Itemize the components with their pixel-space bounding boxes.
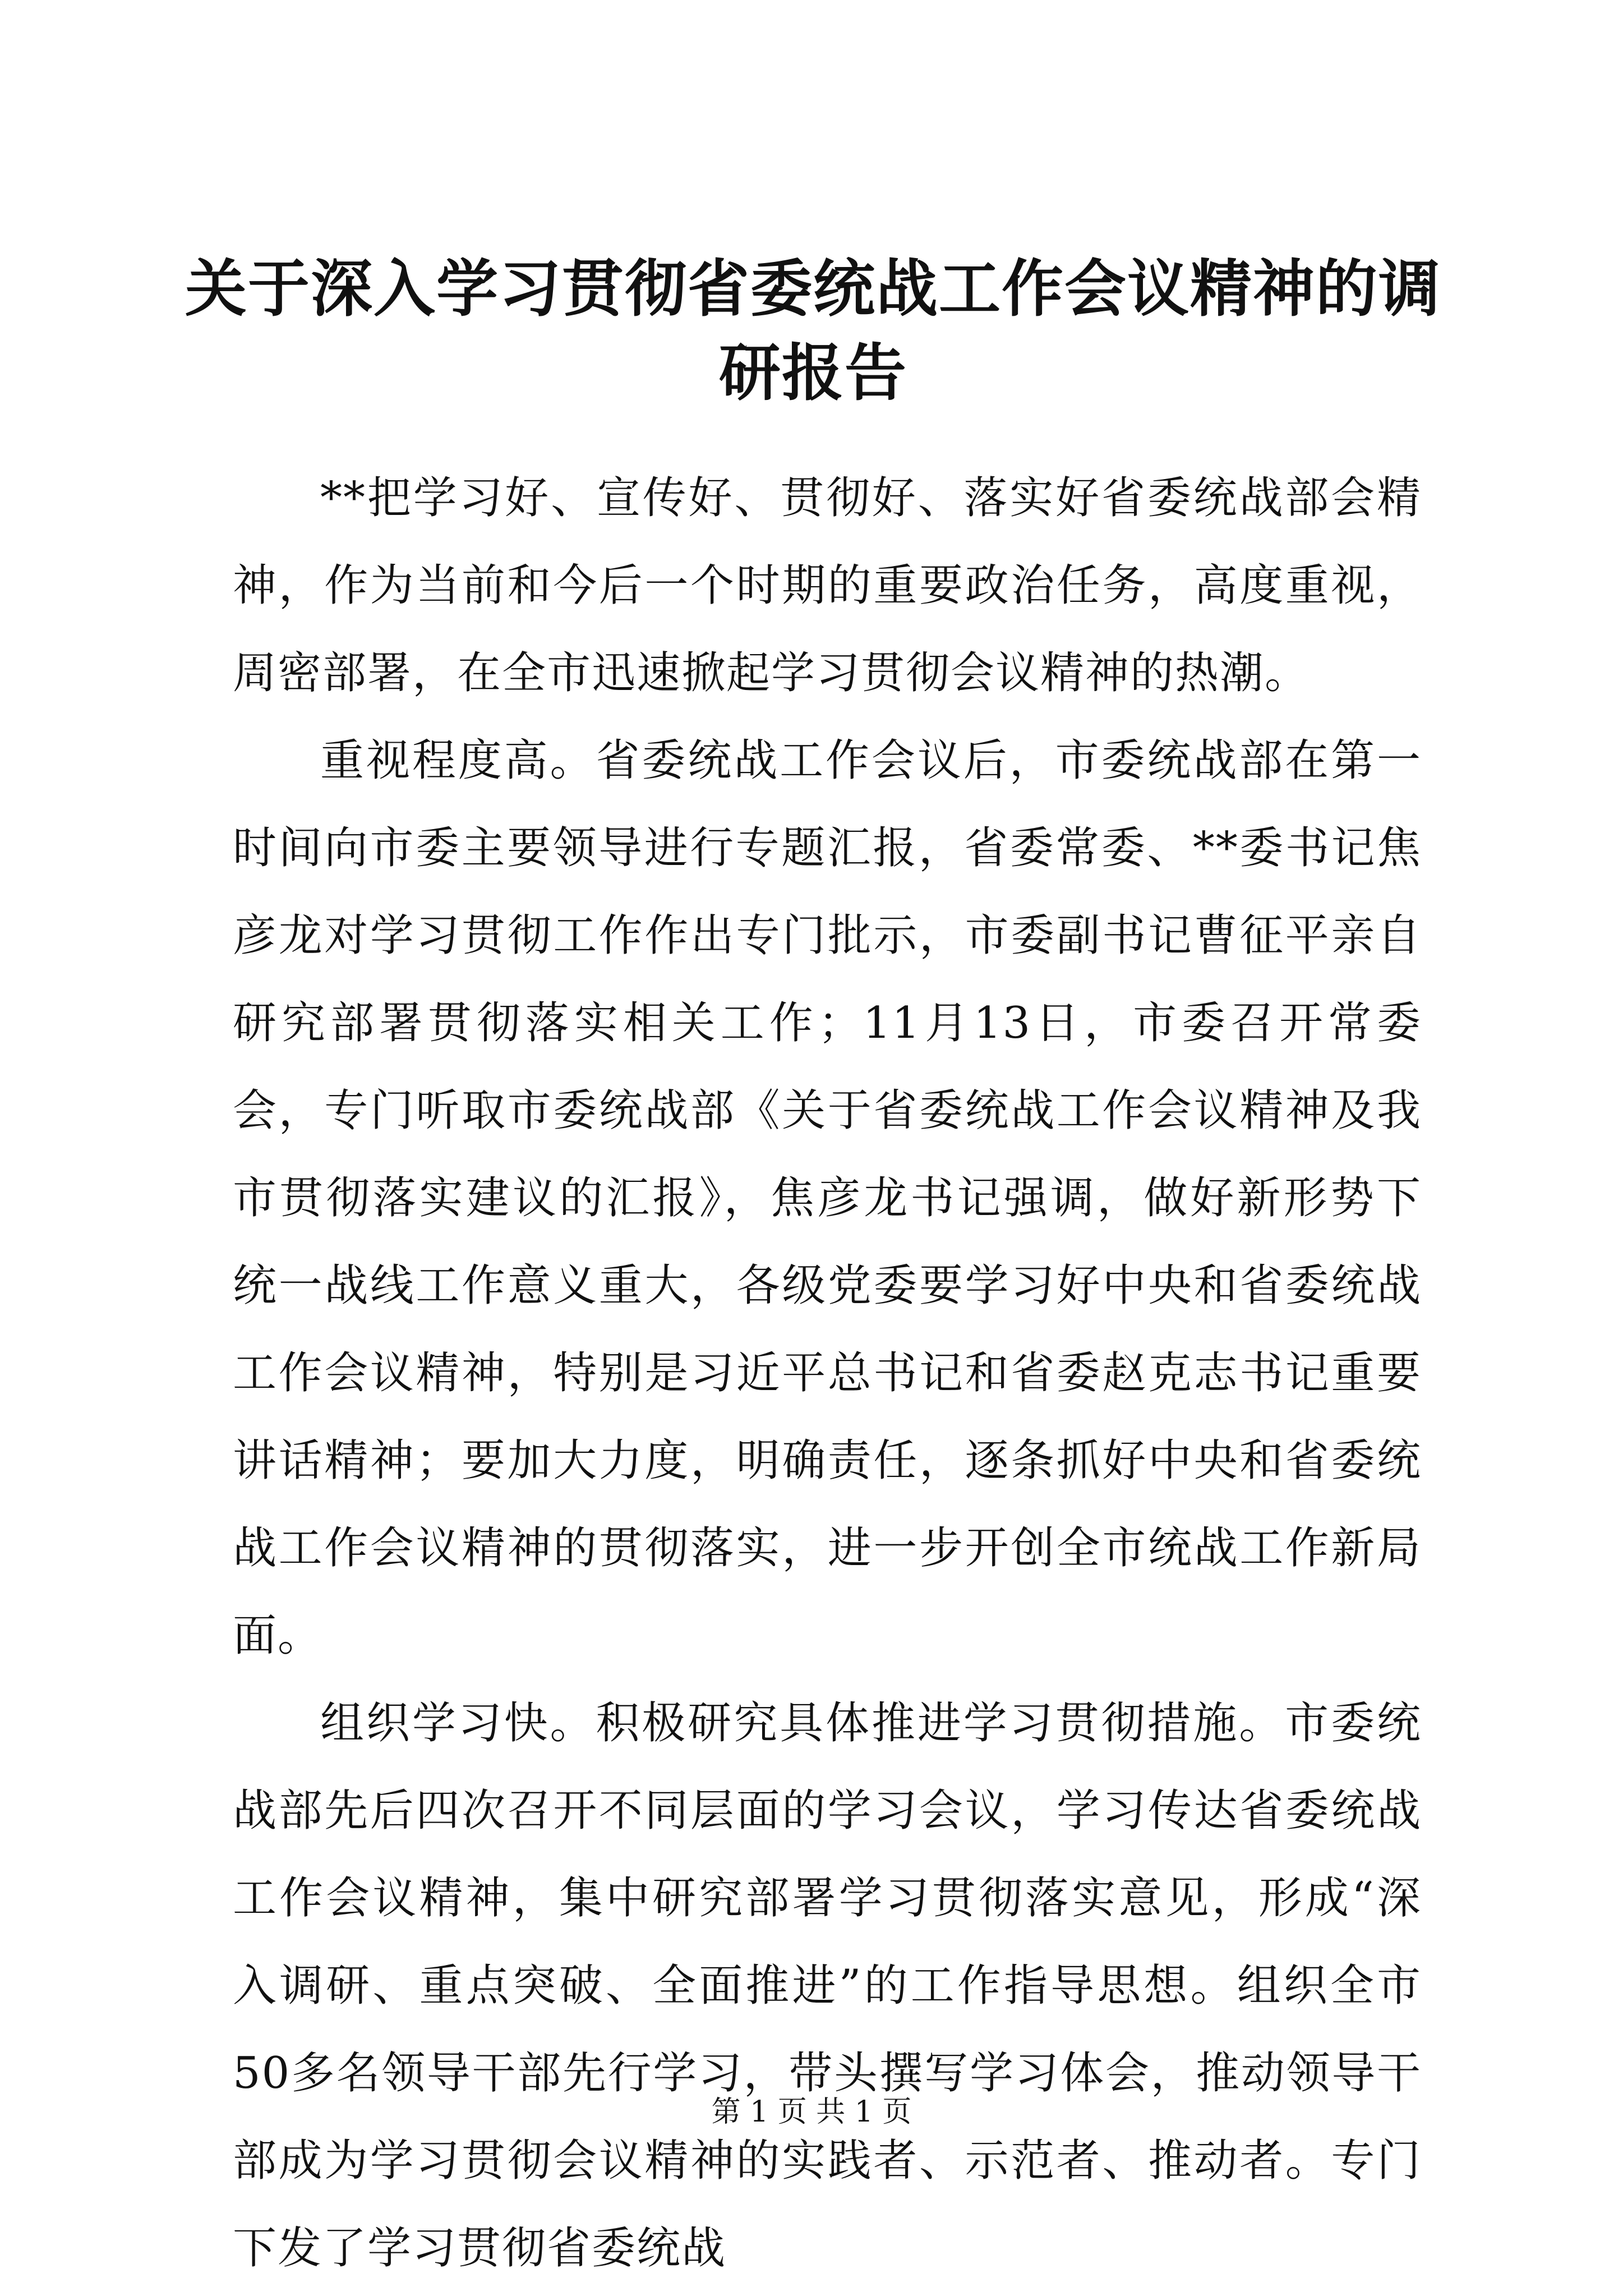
paragraph-importance: 重视程度高。省委统战工作会议后，市委统战部在第一时间向市委主要领导进行专题汇报，省委常委、**委书记焦彦龙对学习贯彻工作作出专门批示，市委副书记曹征平亲自研究部署贯彻落实相关工作；11月13日，市委召开常委会，专门听取市委统战部《关于省委统战工作会议精神及我市贯彻落实建议的汇报》，焦彦龙书记强调，做好新形势下统一战线工作意义重大，各级党委要学习好中央和省委统战工作会议精神，特别是习近平总书记和省委赵克志书记重要讲话精神；要加大力度，明确责任，逐条抓好中央和省委统战工作会议精神的贯彻落实，进一步开创全市统战工作新局面。 <box>233 735 1422 1661</box>
page-footer: 第 1 页 共 1 页 <box>711 2095 912 2129</box>
document-body <box>233 454 1422 2292</box>
paragraph-intro: **把学习好、宣传好、贯彻好、落实好省委统战部会精神，作为当前和今后一个时期的重要政治任务，高度重视，周密部署，在全市迅速掀起学习贯彻会议精神的热潮。 <box>233 473 1422 698</box>
document-title: 关于深入学习贯彻省委统战工作会议精神的调研报告 <box>185 252 1441 409</box>
paragraph-organize-study: 组织学习快。积极研究具体推进学习贯彻措施。市委统战部先后四次召开不同层面的学习会议，学习传达省委统战工作会议精神，集中研究部署学习贯彻落实意见，形成“深入调研、重点突破、全面推进”的工作指导思想。组织全市50多名领导干部先行学习，带头撰写学习体会，推动领导干部成为学习贯彻会议精神的实践者、示范者、推动者。专门下发了学习贯彻省委统战 <box>233 1698 1422 2274</box>
